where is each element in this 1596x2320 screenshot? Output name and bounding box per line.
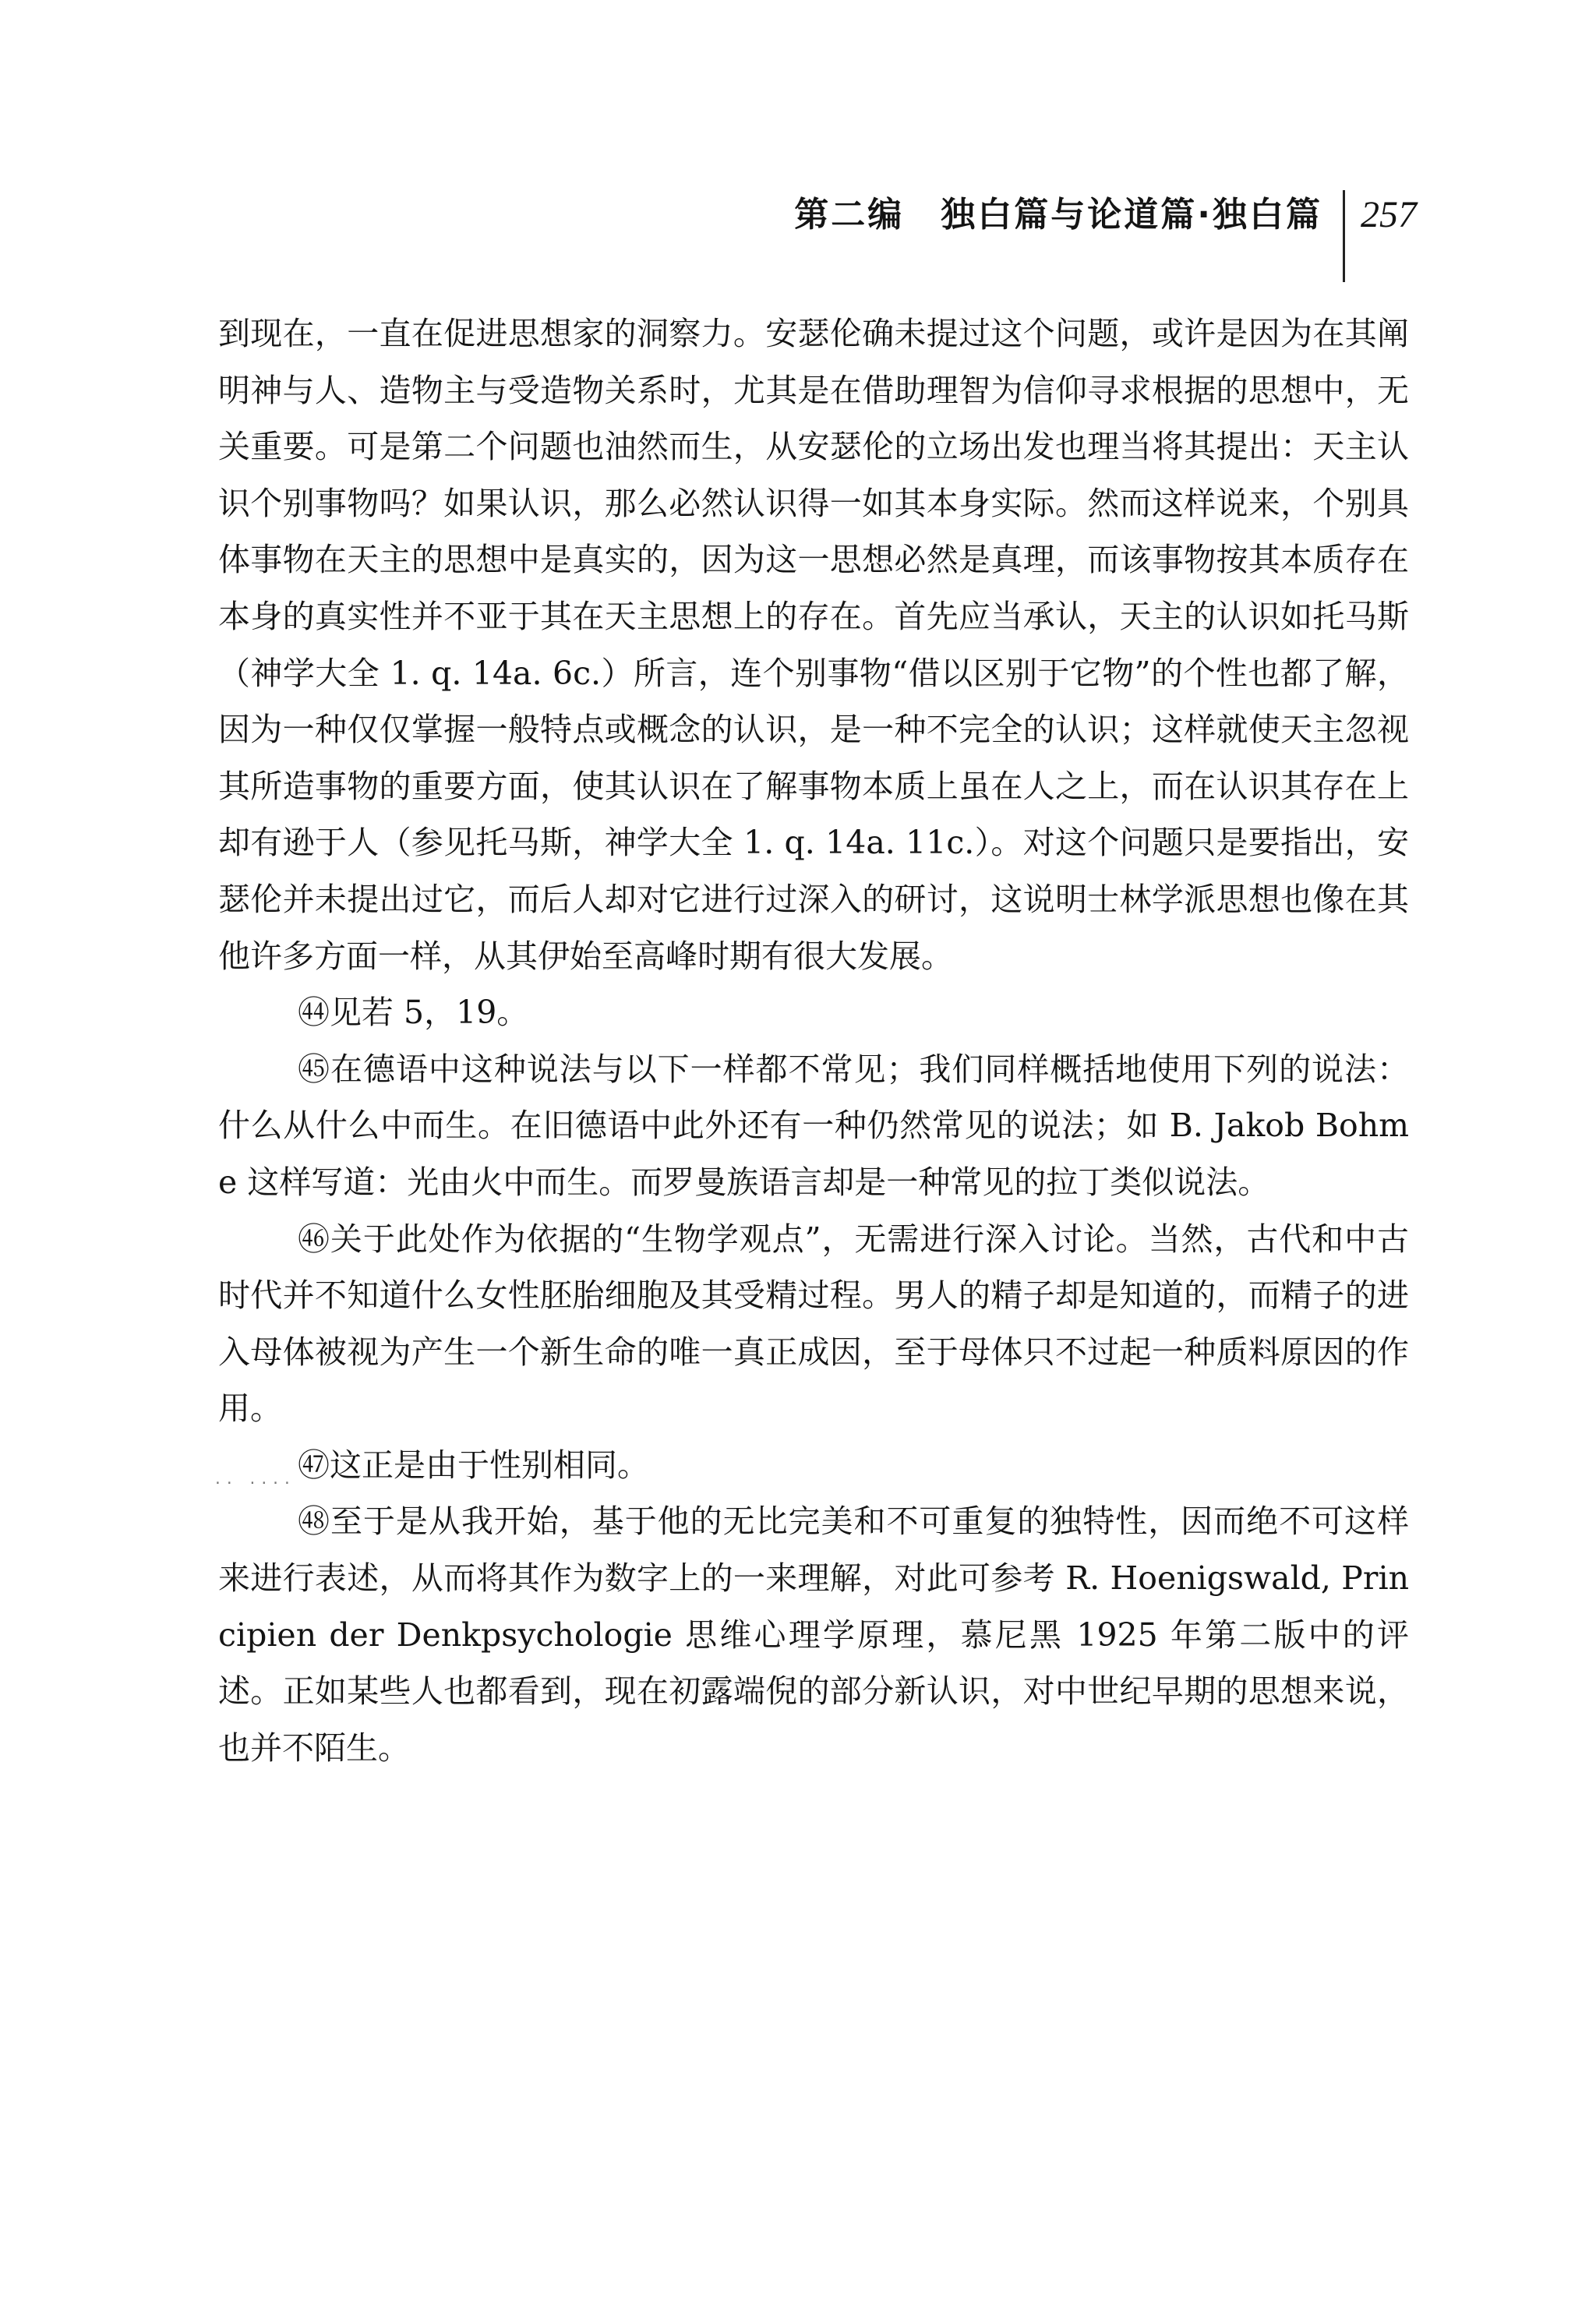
running-title: 第二编 独白篇与论道篇·独白篇 xyxy=(794,195,1322,235)
footnote-44: ㊹见若 5，19。 xyxy=(298,994,529,1032)
footnote-48: ㊽至于是从我开始，基于他的无比完美和不可重复的独特性，因而绝不可这样来进行表述，从而将其作为数字上的一来理解，对此可参考 R. Hoenigswald, Principien der Denkpsychologie 思维心理学原理，慕尼黑 1925 年第二版中的评述。正如某些人也都看到，现在初露端倪的部分新认识，对中世纪早期的思想来说，也并不陌生。 xyxy=(218,1503,1409,1767)
footnote-45: ㊺在德语中这种说法与以下一样都不常见；我们同样概括地使用下列的说法：什么从什么中而生。在旧德语中此外还有一种仍然常见的说法；如 B. Jakob Bohme 这样写道：光由火中而生。而罗曼族语言却是一种常见的拉丁类似说法。 xyxy=(218,1050,1409,1201)
scan-artifact: ·· ···· xyxy=(214,1475,295,1492)
footnote-46: ㊻关于此处作为依据的“生物学观点”，无需进行深入讨论。当然，古代和中古时代并不知道什么女性胚胎细胞及其受精过程。男人的精子却是知道的，而精子的进入母体被视为产生一个新生命的唯一真正成因，至于母体只不过起一种质料原因的作用。 xyxy=(218,1220,1409,1428)
paragraph-continued: 到现在，一直在促进思想家的洞察力。安瑟伦确未提过这个问题，或许是因为在其阐明神与人、造物主与受造物关系时，尤其是在借助理智为信仰寻求根据的思想中，无关重要。可是第二个问题也油然而生，从安瑟伦的立场出发也理当将其提出：天主认识个别事物吗？如果认识，那么必然认识得一如其本身实际。然而这样说来，个别具体事物在天主的思想中是真实的，因为这一思想必然是真理，而该事物按其本质存在本身的真实性并不亚于其在天主思想上的存在。首先应当承认，天主的认识如托马斯（神学大全 1. q. 14a. 6c.）所言，连个别事物“借以区别于它物”的个性也都了解，因为一种仅仅掌握一般特点或概念的认识，是一种不完全的认识；这样就使天主忽视其所造事物的重要方面，使其认识在了解事物本质上虽在人之上，而在认识其存在上却有逊于人（参见托马斯，神学大全 1. q. 14a. 11c.）。对这个问题只是要指出，安瑟伦并未提出过它，而后人却对它进行过深入的研讨，这说明士林学派思想也像在其他许多方面一样，从其伊始至高峰时期有很大发展。 xyxy=(218,315,1409,975)
footnote-47: ㊼这正是由于性别相同。 xyxy=(298,1446,649,1484)
running-header xyxy=(794,184,1417,262)
page-number: 257 xyxy=(1361,194,1417,235)
body-text xyxy=(218,305,1409,1776)
